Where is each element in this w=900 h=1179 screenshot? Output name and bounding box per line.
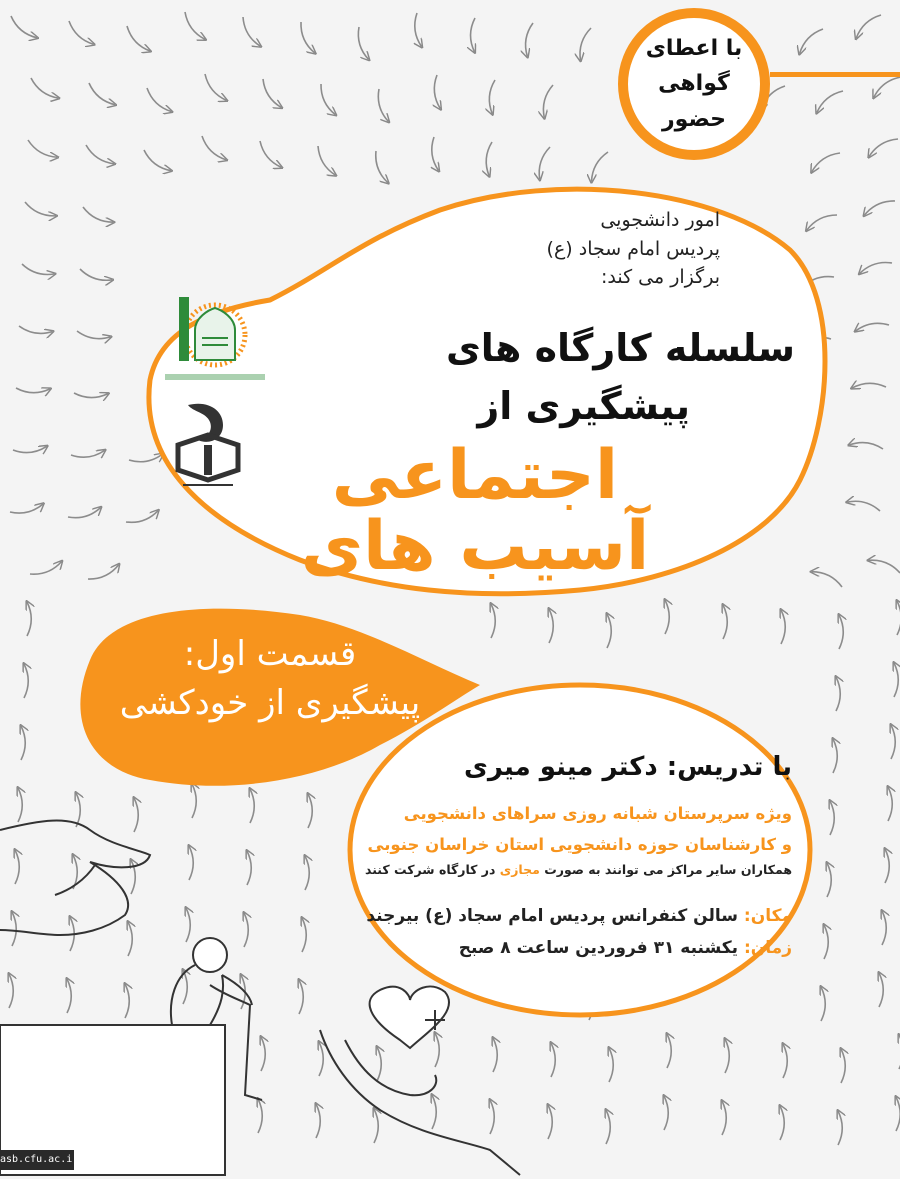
time-label: زمان: [743,938,792,958]
organizer-line2: پردیس امام سجاد (ع) [546,237,720,260]
decorative-arrow [432,137,439,171]
decorative-arrow [856,323,889,331]
decorative-arrow [551,1043,555,1077]
decorative-arrow [783,1044,787,1078]
decorative-arrow [821,987,825,1021]
decorative-arrow [830,801,834,835]
date-time [332,938,792,958]
decorative-arrow [258,1099,262,1133]
decorative-arrow [243,17,260,46]
decorative-arrow [358,27,368,60]
decorative-arrow [415,13,422,47]
decorative-arrow [812,153,840,172]
virtual-participation-note [340,862,792,877]
decorative-arrow [25,202,56,216]
decorative-arrow [305,856,309,890]
venue-value: سالن کنفرانس پردیس امام سجاد (ع) بیرجند [366,906,738,926]
decorative-arrow [827,863,831,897]
decorative-arrow [192,784,196,818]
decorative-arrow [27,602,31,636]
decorative-arrow [69,21,94,44]
decorative-arrow [780,1106,784,1140]
decorative-arrow [609,1048,613,1082]
helping-hands-icon [0,821,150,935]
decorative-arrow [77,331,110,339]
note-after: در کارگاه شرکت کنند [364,862,496,877]
decorative-arrow [591,152,608,182]
decorative-arrow [24,664,28,698]
decorative-arrow [868,560,900,573]
decorative-arrow [12,912,16,946]
decorative-arrow [725,1039,729,1073]
instructor-text: با تدریس: دکتر مینو میری [464,752,792,782]
organizer-line3: برگزار می کند: [600,266,720,288]
decorative-arrow [88,565,119,579]
time-value: یکشنبه ۳۱ فروردین ساعت ۸ صبح [458,938,739,958]
decorative-arrow [493,1038,497,1072]
decorative-arrow [894,663,898,697]
decorative-arrow [128,922,132,956]
decorative-arrow [301,22,315,53]
decorative-arrow [539,147,550,179]
decorative-arrow [833,739,837,773]
organizer-line1: امور دانشجویی [600,209,720,231]
heart-in-hand-icon [320,987,520,1175]
badge-line1: با اعطای [645,36,743,62]
decorative-arrow [869,139,898,157]
decorative-arrow [882,911,886,945]
decorative-arrow [874,77,900,97]
decorative-arrow [18,788,22,822]
prevention-title: پیشگیری از [477,384,690,428]
decorative-arrow [486,142,492,176]
decorative-arrow [435,1033,439,1067]
decorative-arrow [134,798,138,832]
mosque-logo-icon [160,290,265,390]
decorative-arrow [781,610,785,644]
decorative-arrow [856,15,881,38]
social-harms-title [270,436,680,587]
decorative-arrow [607,614,611,648]
decorative-arrow [126,511,158,523]
decorative-arrow [434,75,440,109]
decorative-arrow [548,1105,552,1139]
decorative-arrow [888,787,892,821]
decorative-arrow [22,264,55,275]
decorative-arrow [471,18,475,52]
decorative-arrow [665,600,669,634]
decorative-arrow [185,12,205,39]
decorative-arrow [83,207,113,222]
decorative-arrow [885,849,889,883]
decorative-arrow [722,1101,726,1135]
decorative-arrow [30,561,62,574]
decorative-arrow [839,615,843,649]
decorative-arrow [377,1047,381,1081]
badge-line [770,72,900,77]
decorative-arrow [299,980,303,1014]
decorative-arrow [308,794,312,828]
workshop-series-title: سلسله کارگاه های [445,326,795,370]
decorative-arrow [260,141,281,167]
badge-line2: گواهی حضور [658,71,730,132]
decorative-arrow [664,1096,668,1130]
decorative-arrow [318,146,335,175]
decorative-arrow [319,1042,323,1076]
decorative-arrow [202,136,226,160]
decorative-arrow [189,846,193,880]
decorative-arrow [21,726,25,760]
certificate-badge [618,8,770,160]
decorative-arrow [891,725,895,759]
decorative-arrow [824,925,828,959]
decorative-arrow [183,970,187,1004]
venue [332,906,792,926]
decorative-arrow [261,1037,265,1071]
note-before: همکاران سایر مراکز می توانند به صورت [544,862,792,877]
decorative-arrow [723,605,727,639]
decorative-arrow [86,145,114,164]
decorative-arrow [896,1097,900,1131]
decorative-arrow [836,677,840,711]
decorative-arrow [807,215,837,230]
decorative-arrow [841,1049,845,1083]
decorative-arrow [16,388,50,393]
decorative-arrow [374,1109,378,1143]
decorative-arrow [549,609,553,643]
decorative-arrow [316,1104,320,1138]
decorative-arrow [812,572,842,587]
decorative-arrow [432,1095,436,1129]
audience-line1: ویژه سرپرستان شبانه روزی سراهای دانشجویی [403,804,792,823]
decorative-arrow [127,26,150,51]
decorative-arrow [89,83,115,105]
decorative-arrow [543,85,553,118]
part-line2: پیشگیری از خودکشی [119,683,421,724]
decorative-arrow [817,91,843,113]
decorative-arrow [15,850,19,884]
decorative-arrow [800,29,823,54]
decorative-arrow [205,74,226,100]
decorative-arrow [144,150,171,171]
decorative-arrow [580,28,591,60]
decorative-arrow [13,446,47,452]
decorative-arrow [526,23,533,57]
part-one-label [90,630,450,729]
decorative-arrow [263,79,281,108]
decorative-arrow [11,16,37,38]
decorative-arrow [71,450,105,457]
big-title-line1: آسیب های [300,507,650,587]
part-line1: قسمت اول: [183,634,357,674]
decorative-arrow [186,908,190,942]
audience-line2: و کارشناسان حوزه دانشجویی استان خراسان جنوبی [367,835,792,855]
decorative-arrow [847,501,880,511]
decorative-arrow [147,88,171,112]
decorative-arrow [31,78,58,98]
website-link[interactable]: asb.cfu.ac.ir [0,1150,74,1170]
decorative-arrow [244,913,248,947]
decorative-arrow [76,793,80,827]
note-highlight: مجازی [499,862,540,877]
big-title-line2: اجتماعی [331,436,619,515]
decorative-arrow [490,1100,494,1134]
decorative-arrow [852,383,886,388]
decorative-arrow [67,979,71,1013]
sad-person-icon [0,938,262,1175]
decorative-arrow [606,1110,610,1144]
decorative-arrow [131,860,135,894]
decorative-arrow [302,918,306,952]
decorative-arrow [879,973,883,1007]
decorative-arrow [489,80,495,114]
decorative-arrow [9,974,13,1008]
decorative-arrow [838,1111,842,1145]
decorative-arrow [321,84,336,115]
decorative-arrow [28,140,57,157]
decorative-arrow [491,604,495,638]
decorative-arrow [849,443,883,449]
decorative-arrow [250,789,254,823]
decorative-arrow [864,201,895,215]
decorative-arrow [68,507,101,517]
university-logo-icon [168,400,248,500]
decorative-arrow [80,269,112,280]
decorative-arrow [10,504,43,513]
decorative-arrow [376,151,388,183]
decorative-arrow [378,89,388,122]
decorative-arrow [129,454,162,462]
venue-label: مکان: [743,906,792,926]
decorative-arrow [125,984,129,1018]
decorative-arrow [19,326,53,333]
decorative-arrow [74,393,108,398]
decorative-arrow [667,1034,671,1068]
organizer-text [430,206,720,292]
decorative-arrow [860,263,892,274]
decorative-arrow [247,851,251,885]
audience-text [360,798,792,861]
